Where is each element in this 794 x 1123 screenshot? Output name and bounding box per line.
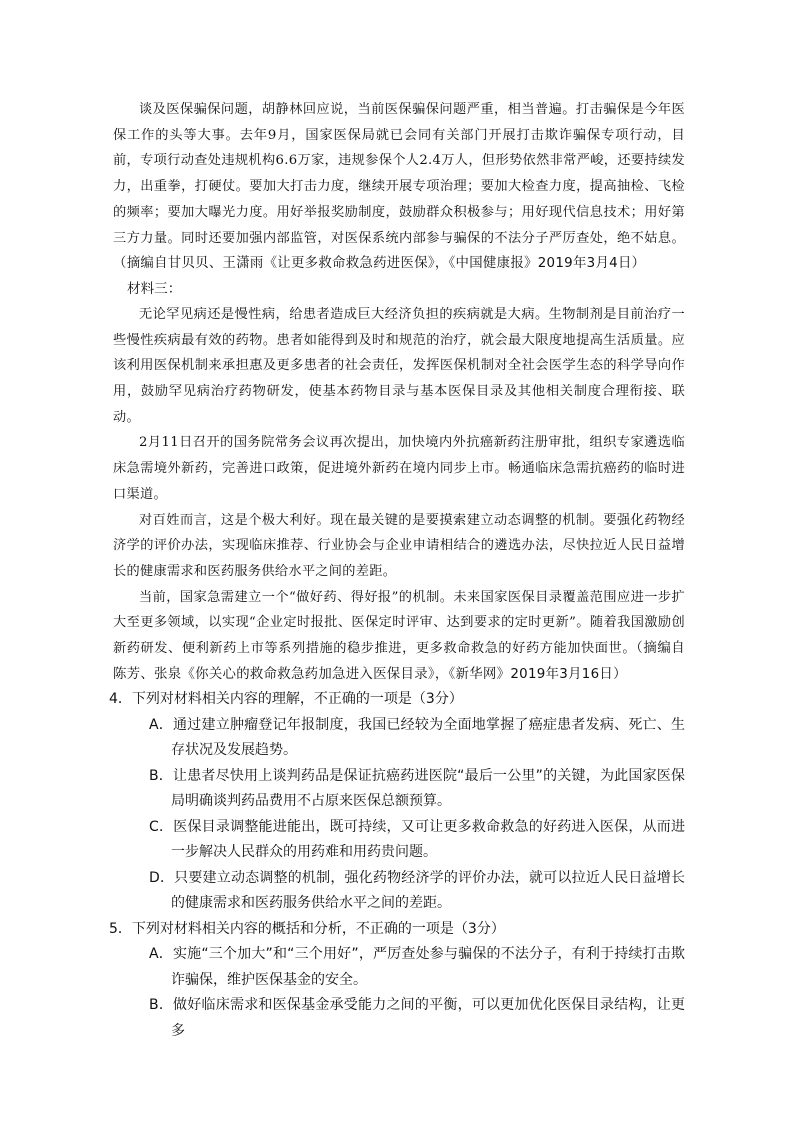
question-4-option-d[interactable]: D．只要建立动态调整的机制，强化药物经济学的评价办法，就可以拉近人民日益增长的健康需求和医药服务供给水平之间的差距。 (149, 869, 685, 912)
question-5-option-b[interactable]: B．做好临床需求和医保基金承受能力之间的平衡，可以更加优化医保目录结构，让更多 (149, 997, 685, 1039)
question-4 (109, 687, 685, 917)
question-4-option-b[interactable]: B．让患者尽快用上谈判药品是保证抗癌药进医院“最后一公里”的关键，为此国家医保局明确谈判药品费用不占原来医保总额预算。 (149, 767, 685, 810)
question-5-option-a[interactable]: A．实施“三个加大”和“三个用好”，严厉查处参与骗保的不法分子，有利于持续打击欺诈骗保，维护医保基金的安全。 (149, 946, 685, 988)
material3-paragraph-2: 2月11日召开的国务院常务会议再次提出，加快境内外抗癌新药注册审批，组织专家遴选临床急需境外新药，完善进口政策，促进境外新药在境内同步上市。畅通临床急需抗癌药的临时进口渠道。 (113, 435, 685, 502)
exam-page (109, 97, 685, 1044)
material2-source: （摘编自甘贝贝、王潇雨《让更多救命救急药进医保》，《中国健康报》2019年3月4日） (113, 256, 646, 272)
material2-paragraph (113, 97, 685, 277)
material3-source: （摘编自陈芳、张泉《你关心的救命救急药加急进入医保目录》，《新华网》2019年3月16日） (113, 641, 685, 682)
material3-paragraph-4-text: 当前，国家急需建立一个“做好药、得好报”的机制。未来国家医保目录覆盖范围应进一步扩大至更多领域，以实现“企业定时报批、医保定时评审、达到要求的定时更新”。随着我国激励创新药研发、便利新药上市等系列措施的稳步推进，更多救命救急的好药方能加快面世。 (113, 589, 685, 657)
material3-paragraph-1: 无论罕见病还是慢性病，给患者造成巨大经济负担的疾病就是大病。生物制剂是目前治疗一些慢性疾病最有效的药物。患者如能得到及时和规范的治疗，就会最大限度地提高生活质量。应该利用医保机制来承担惠及更多患者的社会责任，发挥医保机制对全社会医学生态的科学导向作用，鼓励罕见病治疗药物研发，使基本药物目录与基本医保目录及其他相关制度合理衔接、联动。 (113, 306, 685, 425)
material3-paragraph-3: 对百姓而言，这是个极大利好。现在最关键的是要摸索建立动态调整的机制。要强化药物经济学的评价办法，实现临床推荐、行业协会与企业申请相结合的遴选办法，尽快拉近人民日益增长的健康需求和医药服务供给水平之间的差距。 (113, 512, 685, 579)
question-4-stem: 4．下列对材料相关内容的理解，不正确的一项是（3分） (109, 691, 463, 708)
material3-paragraph-4 (113, 585, 685, 688)
question-4-option-a[interactable]: A．通过建立肿瘤登记年报制度，我国已经较为全面地掌握了癌症患者发病、死亡、生存状况及发展趋势。 (149, 716, 685, 759)
material3-heading: 材料三： (127, 280, 182, 297)
question-4-option-c[interactable]: C．医保目录调整能进能出，既可持续，又可让更多救命救急的好药进入医保，从而进一步解决人民群众的用药难和用药贵问题。 (149, 818, 685, 861)
question-5 (109, 917, 685, 1045)
question-5-stem: 5．下列对材料相关内容的概括和分析，不正确的一项是（3分） (109, 920, 505, 937)
material2-text: 谈及医保骗保问题，胡静林回应说，当前医保骗保问题严重，相当普遍。打击骗保是今年医保工作的头等大事。去年9月，国家医保局就已会同有关部门开展打击欺诈骗保专项行动，目前，专项行动查处违规机构6.6万家，违规参保个人2.4万人，但形势依然非常严峻，还要持续发力，出重拳，打硬仗。要加大打击力度，继续开展专项治理；要加大检查力度，提高抽检、飞检的频率；要加大曝光力度。用好举报奖励制度，鼓励群众积极参与；用好现代信息技术；用好第三方力量。同时还要加强内部监管，对医保系统内部参与骗保的不法分子严厉查处，绝不姑息。 (113, 102, 685, 246)
